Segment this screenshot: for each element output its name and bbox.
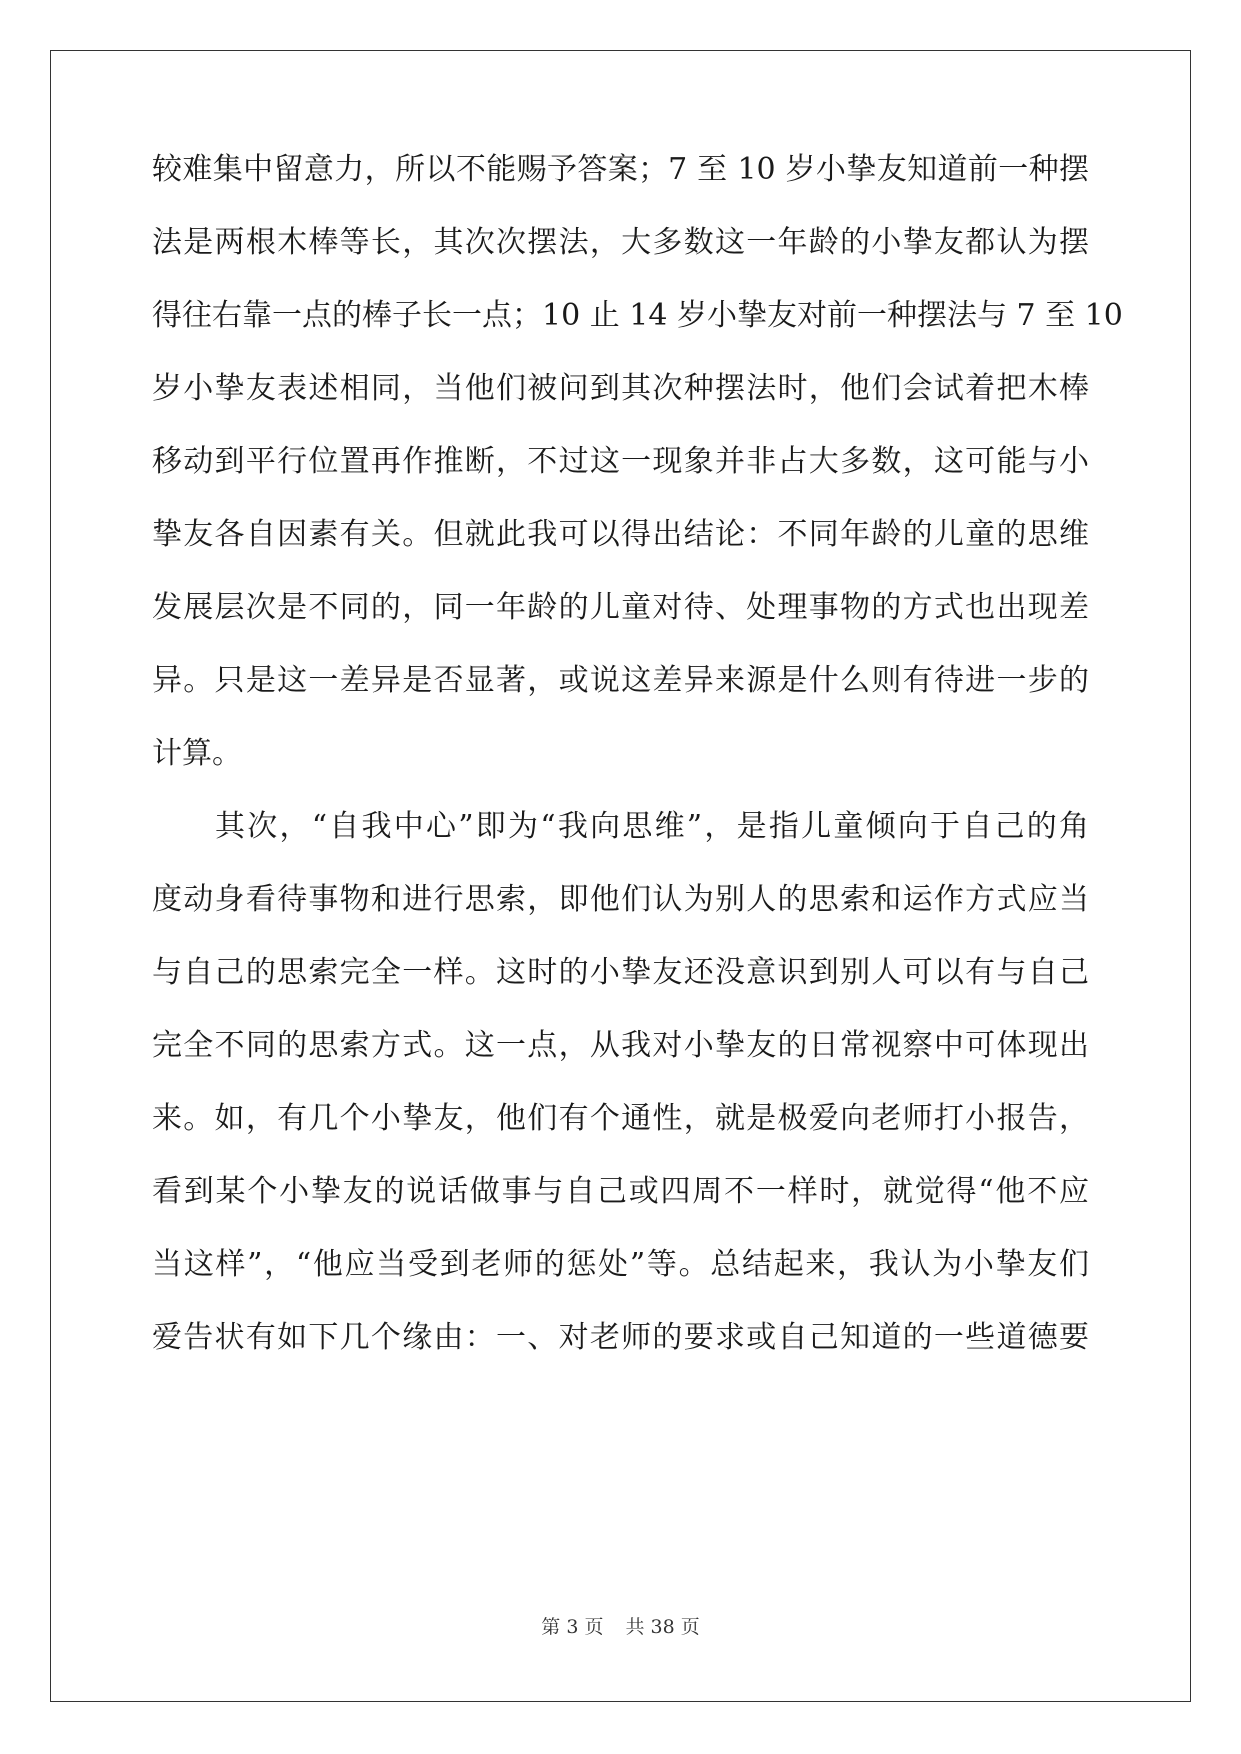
paragraph-line: 当这样”，“他应当受到老师的惩处”等。总结起来，我认为小挚友们	[152, 1247, 1089, 1282]
paragraph-line: 岁小挚友表述相同，当他们被问到其次种摆法时，他们会试着把木棒	[152, 371, 1089, 406]
page-total: 共 38 页	[625, 1616, 700, 1638]
paragraph-line: 得往右靠一点的棒子长一点；10 止 14 岁小挚友对前一种摆法与 7 至 10	[152, 298, 1123, 333]
paragraph-line: 移动到平行位置再作推断，不过这一现象并非占大多数，这可能与小	[152, 444, 1089, 479]
paragraph-line: 爱告状有如下几个缘由：一、对老师的要求或自己知道的一些道德要	[152, 1320, 1089, 1355]
page-footer	[0, 1612, 1241, 1639]
paragraph-line: 完全不同的思索方式。这一点，从我对小挚友的日常视察中可体现出	[152, 1028, 1089, 1063]
paragraph-line: 计算。	[152, 736, 242, 771]
paragraph-line: 发展层次是不同的，同一年龄的儿童对待、处理事物的方式也出现差	[152, 590, 1089, 625]
paragraph-line: 法是两根木棒等长，其次次摆法，大多数这一年龄的小挚友都认为摆	[152, 225, 1089, 260]
paragraph-line: 挚友各自因素有关。但就此我可以得出结论：不同年龄的儿童的思维	[152, 517, 1089, 552]
paragraph-line: 与自己的思索完全一样。这时的小挚友还没意识到别人可以有与自己	[152, 955, 1089, 990]
paragraph-line: 较难集中留意力，所以不能赐予答案；7 至 10 岁小挚友知道前一种摆	[152, 152, 1089, 187]
paragraph-line: 其次，“自我中心”即为“我向思维”，是指儿童倾向于自己的角	[215, 809, 1089, 844]
paragraph-line: 度动身看待事物和进行思索，即他们认为别人的思索和运作方式应当	[152, 882, 1089, 917]
paragraph-line: 看到某个小挚友的说话做事与自己或四周不一样时，就觉得“他不应	[152, 1174, 1089, 1209]
paragraph-line: 来。如，有几个小挚友，他们有个通性，就是极爱向老师打小报告，	[152, 1101, 1089, 1136]
page-number: 第 3 页	[541, 1616, 604, 1638]
paragraph-line: 异。只是这一差异是否显著，或说这差异来源是什么则有待进一步的	[152, 663, 1089, 698]
